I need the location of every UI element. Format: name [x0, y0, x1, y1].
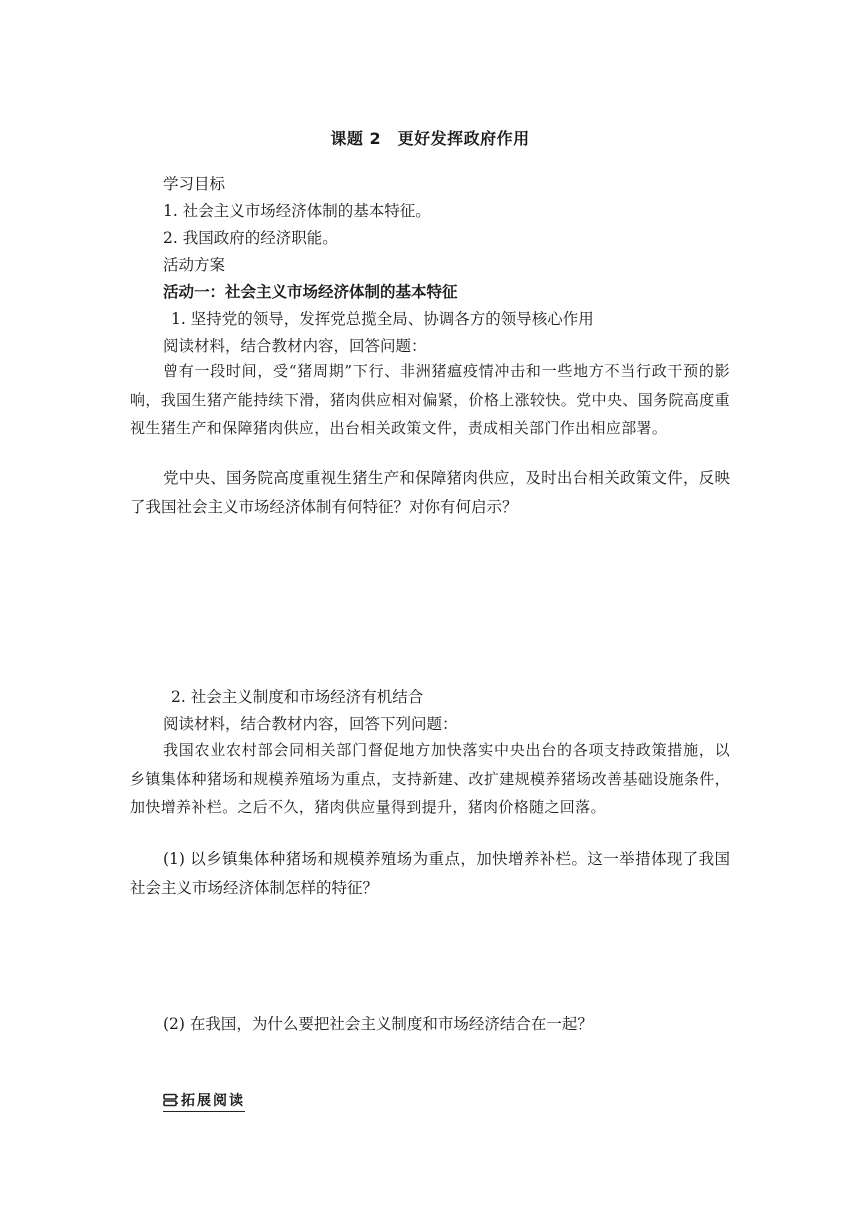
section2-question-2: (2) 在我国，为什么要把社会主义制度和市场经济结合在一起？	[163, 1015, 593, 1033]
section1-heading: 1. 坚持党的领导，发挥党总揽全局、协调各方的领导核心作用	[171, 310, 594, 328]
page-title: 课题 2 更好发挥政府作用	[330, 129, 530, 148]
section2-instruction: 阅读材料，结合教材内容，回答下列问题：	[163, 715, 458, 733]
extended-reading-label: 拓展阅读	[181, 1093, 245, 1109]
book-icon	[163, 1093, 179, 1107]
section1-instruction: 阅读材料，结合教材内容，回答问题：	[163, 337, 427, 355]
plan-heading: 活动方案	[163, 256, 226, 274]
objective-item: 2. 我国政府的经济职能。	[163, 229, 338, 247]
section1-material: 曾有一段时间，受“猪周期”下行、非洲猪瘟疫情冲击和一些地方不当行政干预的影响，我国生猪产能持续下滑，猪肉供应相对偏紧，价格上涨较快。党中央、国务院高度重视生猪生产和保障猪肉供应，出台相关政策文件，责成相关部门作出相应部署。	[130, 362, 730, 437]
section2-question-1: (1) 以乡镇集体种猪场和规模养殖场为重点，加快增养补栏。这一举措体现了我国社会主义市场经济体制怎样的特征？	[130, 850, 730, 897]
section2-material: 我国农业农村部会同相关部门督促地方加快落实中央出台的各项支持政策措施，以乡镇集体种猪场和规模养殖场为重点，支持新建、改扩建规模养猪场改善基础设施条件，加快增养补栏。之后不久，猪肉供应量得到提升，猪肉价格随之回落。	[130, 741, 730, 816]
extended-reading-heading	[163, 1090, 245, 1112]
section1-question: 党中央、国务院高度重视生猪生产和保障猪肉供应，及时出台相关政策文件，反映了我国社会主义市场经济体制有何特征？对你有何启示？	[130, 469, 730, 516]
objectives-heading: 学习目标	[163, 175, 226, 193]
activity1-heading: 活动一：社会主义市场经济体制的基本特征	[163, 283, 458, 301]
objective-item: 1. 社会主义市场经济体制的基本特征。	[163, 202, 431, 220]
section2-heading: 2. 社会主义制度和市场经济有机结合	[171, 688, 424, 706]
